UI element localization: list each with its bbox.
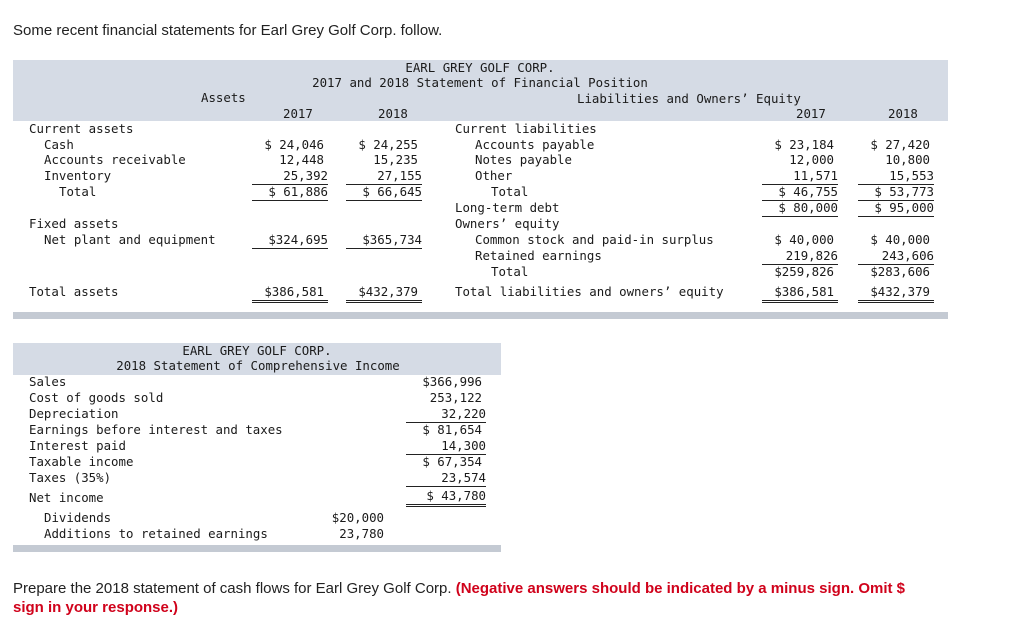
np-label: Notes payable — [475, 152, 572, 167]
cl-total-2017: $ 46,755 — [762, 184, 838, 201]
balance-sheet-bottom-rule — [13, 312, 948, 319]
add-re-label: Additions to retained earnings — [44, 526, 268, 541]
ltd-2018: $ 95,000 — [858, 200, 934, 217]
re-2017: 219,826 — [762, 248, 838, 265]
taxes-label: Taxes (35%) — [29, 470, 112, 485]
ebit-label: Earnings before interest and taxes — [29, 422, 283, 437]
income-bottom-rule — [13, 545, 501, 552]
bs-title: 2017 and 2018 Statement of Financial Position — [312, 75, 648, 90]
total-le-label: Total liabilities and owners’ equity — [455, 284, 724, 299]
is-company-name: EARL GREY GOLF CORP. — [182, 343, 332, 358]
current-liabilities-label: Current liabilities — [455, 121, 597, 136]
sales-label: Sales — [29, 374, 67, 389]
prompt-note-line1: (Negative answers should be indicated by a minus sign. Omit $ — [455, 580, 905, 597]
fixed-assets-label: Fixed assets — [29, 216, 119, 231]
ap-label: Accounts payable — [475, 137, 595, 152]
cs-2018: $ 40,000 — [870, 232, 930, 247]
col-2018-liab: 2018 — [888, 106, 918, 121]
question-prompt — [13, 579, 1003, 617]
ar-label: Accounts receivable — [44, 152, 186, 167]
total-assets-2017-double-rule — [252, 300, 328, 303]
cash-2018: $ 24,255 — [358, 137, 418, 152]
npe-label: Net plant and equipment — [44, 232, 216, 247]
intro-text: Some recent financial statements for Earl Grey Golf Corp. follow. — [13, 22, 443, 39]
depreciation-value: 32,220 — [406, 406, 486, 423]
col-2017-assets: 2017 — [283, 106, 313, 121]
other-2018: 15,553 — [858, 168, 934, 185]
cl-total-label: Total — [491, 184, 529, 199]
ap-2018: $ 27,420 — [870, 137, 930, 152]
total-assets-2017: $386,581 — [264, 284, 324, 299]
np-2017: 12,000 — [789, 152, 834, 167]
col-2017-liab: 2017 — [796, 106, 826, 121]
npe-2017: $324,695 — [252, 232, 328, 249]
total-le-2017-double-rule — [762, 300, 838, 303]
inventory-2018: 27,155 — [346, 168, 422, 185]
cs-label: Common stock and paid-in surplus — [475, 232, 714, 247]
cash-2017: $ 24,046 — [264, 137, 324, 152]
prompt-text: Prepare the 2018 statement of cash flows for Earl Grey Golf Corp. — [13, 580, 456, 597]
oe-total-2018: $283,606 — [870, 264, 930, 279]
liabilities-header: Liabilities and Owners’ Equity — [577, 91, 801, 106]
net-income-label: Net income — [29, 490, 104, 505]
prompt-note-line2: sign in your response.) — [13, 599, 179, 616]
dividends-value: $20,000 — [331, 510, 384, 525]
ca-total-2018: $ 66,645 — [346, 184, 422, 201]
cogs-value: 253,122 — [429, 390, 482, 405]
ltd-label: Long-term debt — [455, 200, 560, 215]
total-assets-2018-double-rule — [346, 300, 422, 303]
assets-header: Assets — [201, 90, 246, 105]
current-assets-label: Current assets — [29, 121, 134, 136]
owners-equity-label: Owners’ equity — [455, 216, 560, 231]
sales-value: $366,996 — [422, 374, 482, 389]
other-2017: 11,571 — [762, 168, 838, 185]
inventory-label: Inventory — [44, 168, 112, 183]
ca-total-2017: $ 61,886 — [252, 184, 328, 201]
re-2018: 243,606 — [858, 248, 934, 265]
col-2018-assets: 2018 — [378, 106, 408, 121]
interest-value: 14,300 — [406, 438, 486, 455]
np-2018: 10,800 — [885, 152, 930, 167]
dividends-label: Dividends — [44, 510, 112, 525]
cash-label: Cash — [44, 137, 74, 152]
taxable-income-value: $ 67,354 — [422, 454, 482, 469]
other-label: Other — [475, 168, 513, 183]
ebit-value: $ 81,654 — [422, 422, 482, 437]
total-assets-2018: $432,379 — [358, 284, 418, 299]
cogs-label: Cost of goods sold — [29, 390, 164, 405]
re-label: Retained earnings — [475, 248, 602, 263]
ca-total-label: Total — [59, 184, 97, 199]
total-le-2018-double-rule — [858, 300, 934, 303]
taxes-value: 23,574 — [406, 470, 486, 487]
ar-2017: 12,448 — [279, 152, 324, 167]
is-title: 2018 Statement of Comprehensive Income — [116, 358, 400, 373]
cs-2017: $ 40,000 — [774, 232, 834, 247]
depreciation-label: Depreciation — [29, 406, 119, 421]
total-assets-label: Total assets — [29, 284, 119, 299]
add-re-value: 23,780 — [339, 526, 384, 541]
net-income-value: $ 43,780 — [406, 488, 486, 507]
total-le-2018: $432,379 — [870, 284, 930, 299]
taxable-income-label: Taxable income — [29, 454, 134, 469]
oe-total-2017: $259,826 — [774, 264, 834, 279]
ap-2017: $ 23,184 — [774, 137, 834, 152]
npe-2018: $365,734 — [346, 232, 422, 249]
inventory-2017: 25,392 — [252, 168, 328, 185]
interest-label: Interest paid — [29, 438, 126, 453]
oe-total-label: Total — [491, 264, 529, 279]
total-le-2017: $386,581 — [774, 284, 834, 299]
ar-2018: 15,235 — [373, 152, 418, 167]
cl-total-2018: $ 53,773 — [858, 184, 934, 201]
ltd-2017: $ 80,000 — [762, 200, 838, 217]
bs-company-name: EARL GREY GOLF CORP. — [405, 60, 555, 75]
